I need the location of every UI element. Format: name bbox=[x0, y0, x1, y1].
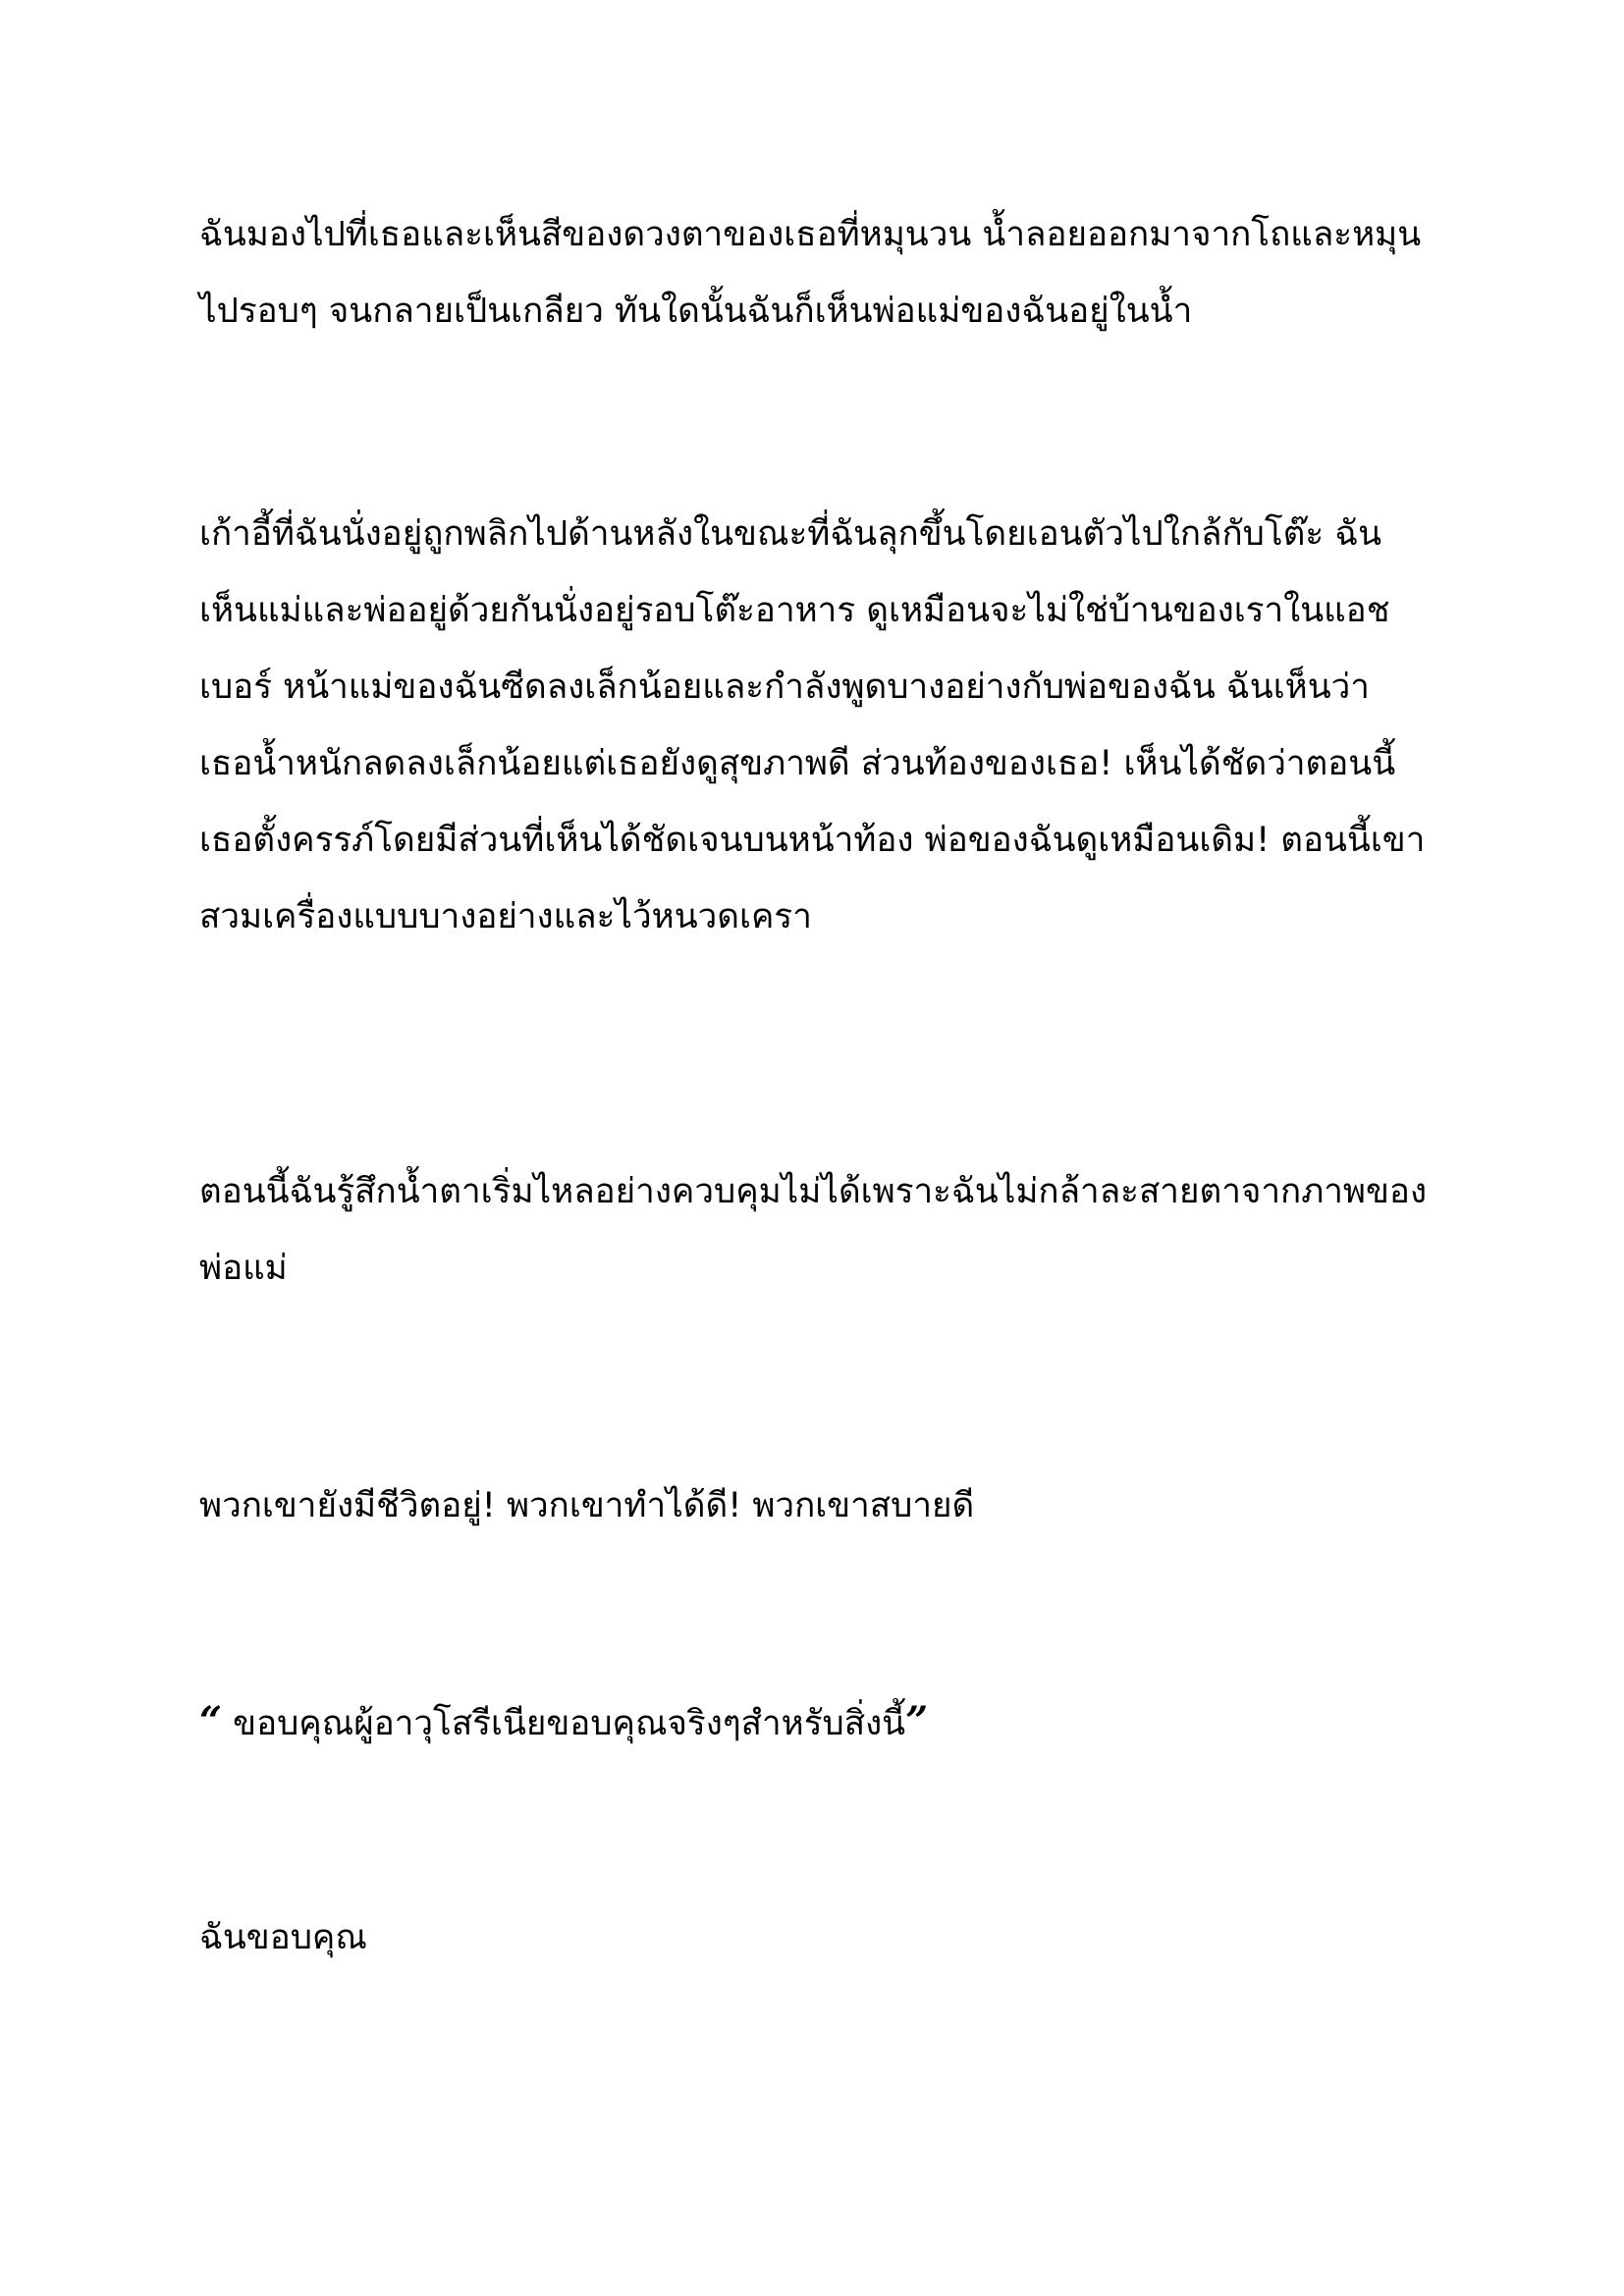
paragraph-3 bbox=[199, 1153, 1441, 1307]
paragraph-4 bbox=[199, 1468, 1441, 1544]
quote-text: ขอบคุณผู้อาวุโสรีเนียขอบคุณจริงๆสำหรับสิ่งนี้ bbox=[222, 1704, 906, 1743]
paragraph-2 bbox=[199, 496, 1441, 955]
paragraph-6 bbox=[199, 1899, 1441, 1976]
paragraph-line: เธอน้ำหนักลดลงเล็กน้อยแต่เธอยังดูสุขภาพดี ส่วนท้องของเธอ! เห็นได้ชัดว่าตอนนี้ bbox=[199, 744, 1396, 783]
quote-line bbox=[199, 1683, 1441, 1762]
quote-paragraph bbox=[199, 1683, 1441, 1762]
paragraph-line: ฉันขอบคุณ bbox=[199, 1918, 367, 1957]
close-quote-mark: ” bbox=[905, 1698, 929, 1744]
paragraph-line: เบอร์ หน้าแม่ของฉันซีดลงเล็กน้อยและกำลังพูดบางอย่างกับพ่อของฉัน ฉันเห็นว่า bbox=[199, 667, 1370, 707]
paragraph-line: พ่อแม่ bbox=[199, 1249, 288, 1288]
paragraph-line: สวมเครื่องแบบบางอย่างและไว้หนวดเครา bbox=[199, 897, 812, 936]
paragraph-line: ฉันมองไปที่เธอและเห็นสีของดวงตาของเธอที่หมุนวน น้ำลอยออกมาจากโถและหมุน bbox=[199, 215, 1422, 254]
paragraph-line: ตอนนี้ฉันรู้สึกน้ำตาเริ่มไหลอย่างควบคุมไม่ได้เพราะฉันไม่กล้าละสายตาจากภาพของ bbox=[199, 1172, 1428, 1211]
open-quote-mark: “ bbox=[199, 1698, 223, 1744]
paragraph-line: ไปรอบๆ จนกลายเป็นเกลียว ทันใดนั้นฉันก็เห็นพ่อแม่ของฉันอยู่ในน้ำ bbox=[199, 292, 1193, 331]
paragraph-line: เธอตั้งครรภ์โดยมีส่วนที่เห็นได้ชัดเจนบนหน้าท้อง พ่อของฉันดูเหมือนเดิม! ตอนนี้เขา bbox=[199, 821, 1426, 860]
paragraph-line: เห็นแม่และพ่ออยู่ด้วยกันนั่งอยู่รอบโต๊ะอาหาร ดูเหมือนจะไม่ใช่บ้านของเราในแอช bbox=[199, 591, 1390, 630]
paragraph-line: เก้าอี้ที่ฉันนั่งอยู่ถูกพลิกไปด้านหลังในขณะที่ฉันลุกขึ้นโดยเอนตัวไปใกล้กับโต๊ะ ฉัน bbox=[199, 514, 1382, 554]
paragraph-line: พวกเขายังมีชีวิตอยู่! พวกเขาทำได้ดี! พวกเขาสบายดี bbox=[199, 1486, 975, 1525]
paragraph-1 bbox=[199, 196, 1441, 349]
